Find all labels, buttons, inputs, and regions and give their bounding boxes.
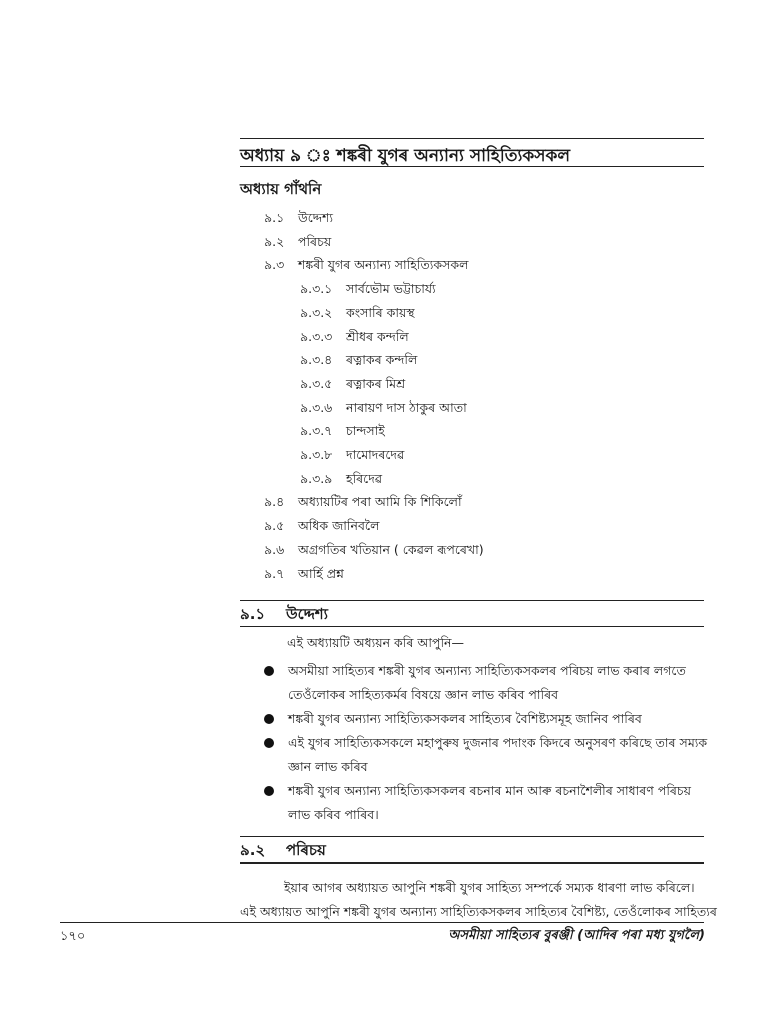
objective-line: তেওঁলোকৰ সাহিত্যকৰ্মৰ বিষয়ে জ্ঞান লাভ কৰিব পাৰিব — [288, 687, 559, 702]
toc-item-label: সাৰ্বভৌম ভট্টাচাৰ্য্য — [346, 281, 436, 296]
introduction-paragraph — [240, 876, 717, 924]
objective-item — [262, 707, 706, 731]
section2-heading — [240, 839, 326, 864]
paragraph-line: এই অধ্যায়ত আপুনি শঙ্কৰী যুগৰ অন্যান্য সাহিত্যিকসকলৰ সাহিত্যৰ বৈশিষ্ট্য, তেওঁলোকৰ সাহিত্যৰ — [240, 904, 717, 919]
bullet-dot-icon — [264, 666, 274, 676]
toc-item-label: শ্ৰীধৰ কন্দলি — [346, 329, 409, 344]
toc-item-label: আৰ্হি প্ৰশ্ন — [298, 566, 344, 581]
toc-item-number: ৯.৩.৪ — [300, 352, 333, 367]
toc-item-label: নাৰায়ণ দাস ঠাকুৰ আতা — [346, 400, 467, 415]
section1-number: ৯.১ — [240, 605, 266, 623]
toc-item-number: ৯.৩.৭ — [300, 423, 333, 438]
chapter-bottom-rule — [240, 166, 704, 167]
section1-top-rule — [240, 600, 704, 601]
toc-item-label: অধ্যায়টিৰ পৰা আমি কি শিকিলোঁ — [298, 494, 462, 509]
toc-item-number: ৯.৩.৯ — [300, 471, 333, 486]
objectives-list — [262, 659, 706, 827]
bullet-dot-icon — [264, 714, 274, 724]
footer-rule — [60, 922, 704, 923]
toc-item — [264, 230, 331, 254]
toc-item — [300, 325, 409, 349]
toc-item — [300, 372, 405, 396]
toc-item-number: ৯.২ — [264, 234, 285, 249]
objective-line: জ্ঞান লাভ কৰিব — [288, 759, 368, 774]
section2-bottom-rule — [240, 862, 704, 864]
paragraph-line: ইয়াৰ আগৰ অধ্যায়ত আপুনি শঙ্কৰী যুগৰ সাহিত্য সম্পৰ্কে সম্যক ধাৰণা লাভ কৰিলে। — [284, 880, 695, 895]
toc-item-number: ৯.৪ — [264, 494, 285, 509]
objective-line: লাভ কৰিব পাৰিব। — [288, 807, 379, 822]
section1-title: উদ্দেশ্য — [286, 605, 329, 623]
toc-item — [264, 562, 344, 586]
bullet-dot-icon — [264, 786, 274, 796]
toc-item-number: ৯.৬ — [264, 542, 285, 557]
toc-item-label: দামোদৰদেৱ — [346, 447, 405, 462]
toc-item — [300, 301, 415, 325]
chapter-title: অধ্যায় ৯ ঃ শঙ্কৰী যুগৰ অন্যান্য সাহিত্যিকসকল — [240, 146, 571, 166]
outline-title: অধ্যায় গাঁথনি — [240, 180, 322, 198]
toc-item — [264, 514, 380, 538]
objective-line: শঙ্কৰী যুগৰ অন্যান্য সাহিত্যিকসকলৰ ৰচনাৰ মান আৰু ৰচনাশৈলীৰ সাধাৰণ পৰিচয় — [288, 783, 692, 798]
section2-title: পৰিচয় — [286, 841, 326, 859]
objective-item — [262, 779, 706, 827]
toc-item — [300, 348, 417, 372]
section1-heading — [240, 603, 328, 628]
objectives-intro: এই অধ্যায়টি অধ্যয়ন কৰি আপুনি— — [287, 635, 464, 650]
toc-item-label: ৰত্নাকৰ মিশ্ৰ — [346, 376, 406, 391]
toc-item — [264, 253, 468, 277]
toc-item — [264, 490, 462, 514]
toc-item-label: ৰত্নাকৰ কন্দলি — [346, 352, 418, 367]
toc-item — [264, 206, 333, 230]
running-footer-title: অসমীয়া সাহিত্যৰ বুৰঞ্জী (আদিৰ পৰা মধ্য যুগলৈ) — [448, 928, 705, 943]
section2-number: ৯.২ — [240, 841, 266, 859]
toc-item-number: ৯.৩.১ — [300, 281, 333, 296]
section1-bottom-rule — [240, 626, 704, 627]
toc-item — [300, 396, 467, 420]
toc-item-label: উদ্দেশ্য — [298, 210, 334, 225]
toc-item-number: ৯.৭ — [264, 566, 285, 581]
toc-item — [300, 419, 385, 443]
objective-line: অসমীয়া সাহিত্যৰ শঙ্কৰী যুগৰ অন্যান্য সাহিত্যিকসকলৰ পৰিচয় লাভ কৰাৰ লগতে — [288, 663, 686, 678]
toc-item-number: ৯.৫ — [264, 518, 285, 533]
toc-item-label: অগ্ৰগতিৰ খতিয়ান ( কেৱল ৰূপৰেখা) — [298, 542, 484, 557]
objective-item — [262, 731, 706, 779]
toc-item-label: চান্দসাই — [346, 423, 385, 438]
toc-item-number: ৯.৩.২ — [300, 305, 333, 320]
toc-item-number: ৯.৩.৫ — [300, 376, 333, 391]
toc-item-number: ৯.৩.৩ — [300, 329, 333, 344]
toc-item-label: কংসাৰি কায়স্থ — [346, 305, 415, 320]
bullet-dot-icon — [264, 738, 274, 748]
toc-item-number: ৯.৩.৮ — [300, 447, 333, 462]
toc-item-number: ৯.৩ — [264, 257, 285, 272]
toc-item — [300, 467, 382, 491]
chapter-top-rule — [240, 138, 704, 139]
toc-item — [300, 277, 436, 301]
toc-item — [300, 443, 404, 467]
objective-line: এই যুগৰ সাহিত্যিকসকলে মহাপুৰুষ দুজনাৰ পদাংক কিদৰে অনুসৰণ কৰিছে তাৰ সম্যক — [288, 735, 708, 750]
objective-line: শঙ্কৰী যুগৰ অন্যান্য সাহিত্যিকসকলৰ সাহিত্যৰ বৈশিষ্ট্যসমূহ জানিব পাৰিব — [288, 711, 642, 726]
toc-item-label: অধিক জানিবলৈ — [298, 518, 380, 533]
toc-item-label: পৰিচয় — [298, 234, 332, 249]
toc-item — [264, 538, 484, 562]
toc-item-label: হৰিদেৱ — [346, 471, 383, 486]
toc-item-label: শঙ্কৰী যুগৰ অন্যান্য সাহিত্যিকসকল — [298, 257, 469, 272]
page-number: ১৭০ — [60, 929, 86, 944]
objective-item — [262, 659, 706, 707]
toc-item-number: ৯.১ — [264, 210, 285, 225]
toc-item-number: ৯.৩.৬ — [300, 400, 333, 415]
section2-top-rule — [240, 836, 704, 837]
